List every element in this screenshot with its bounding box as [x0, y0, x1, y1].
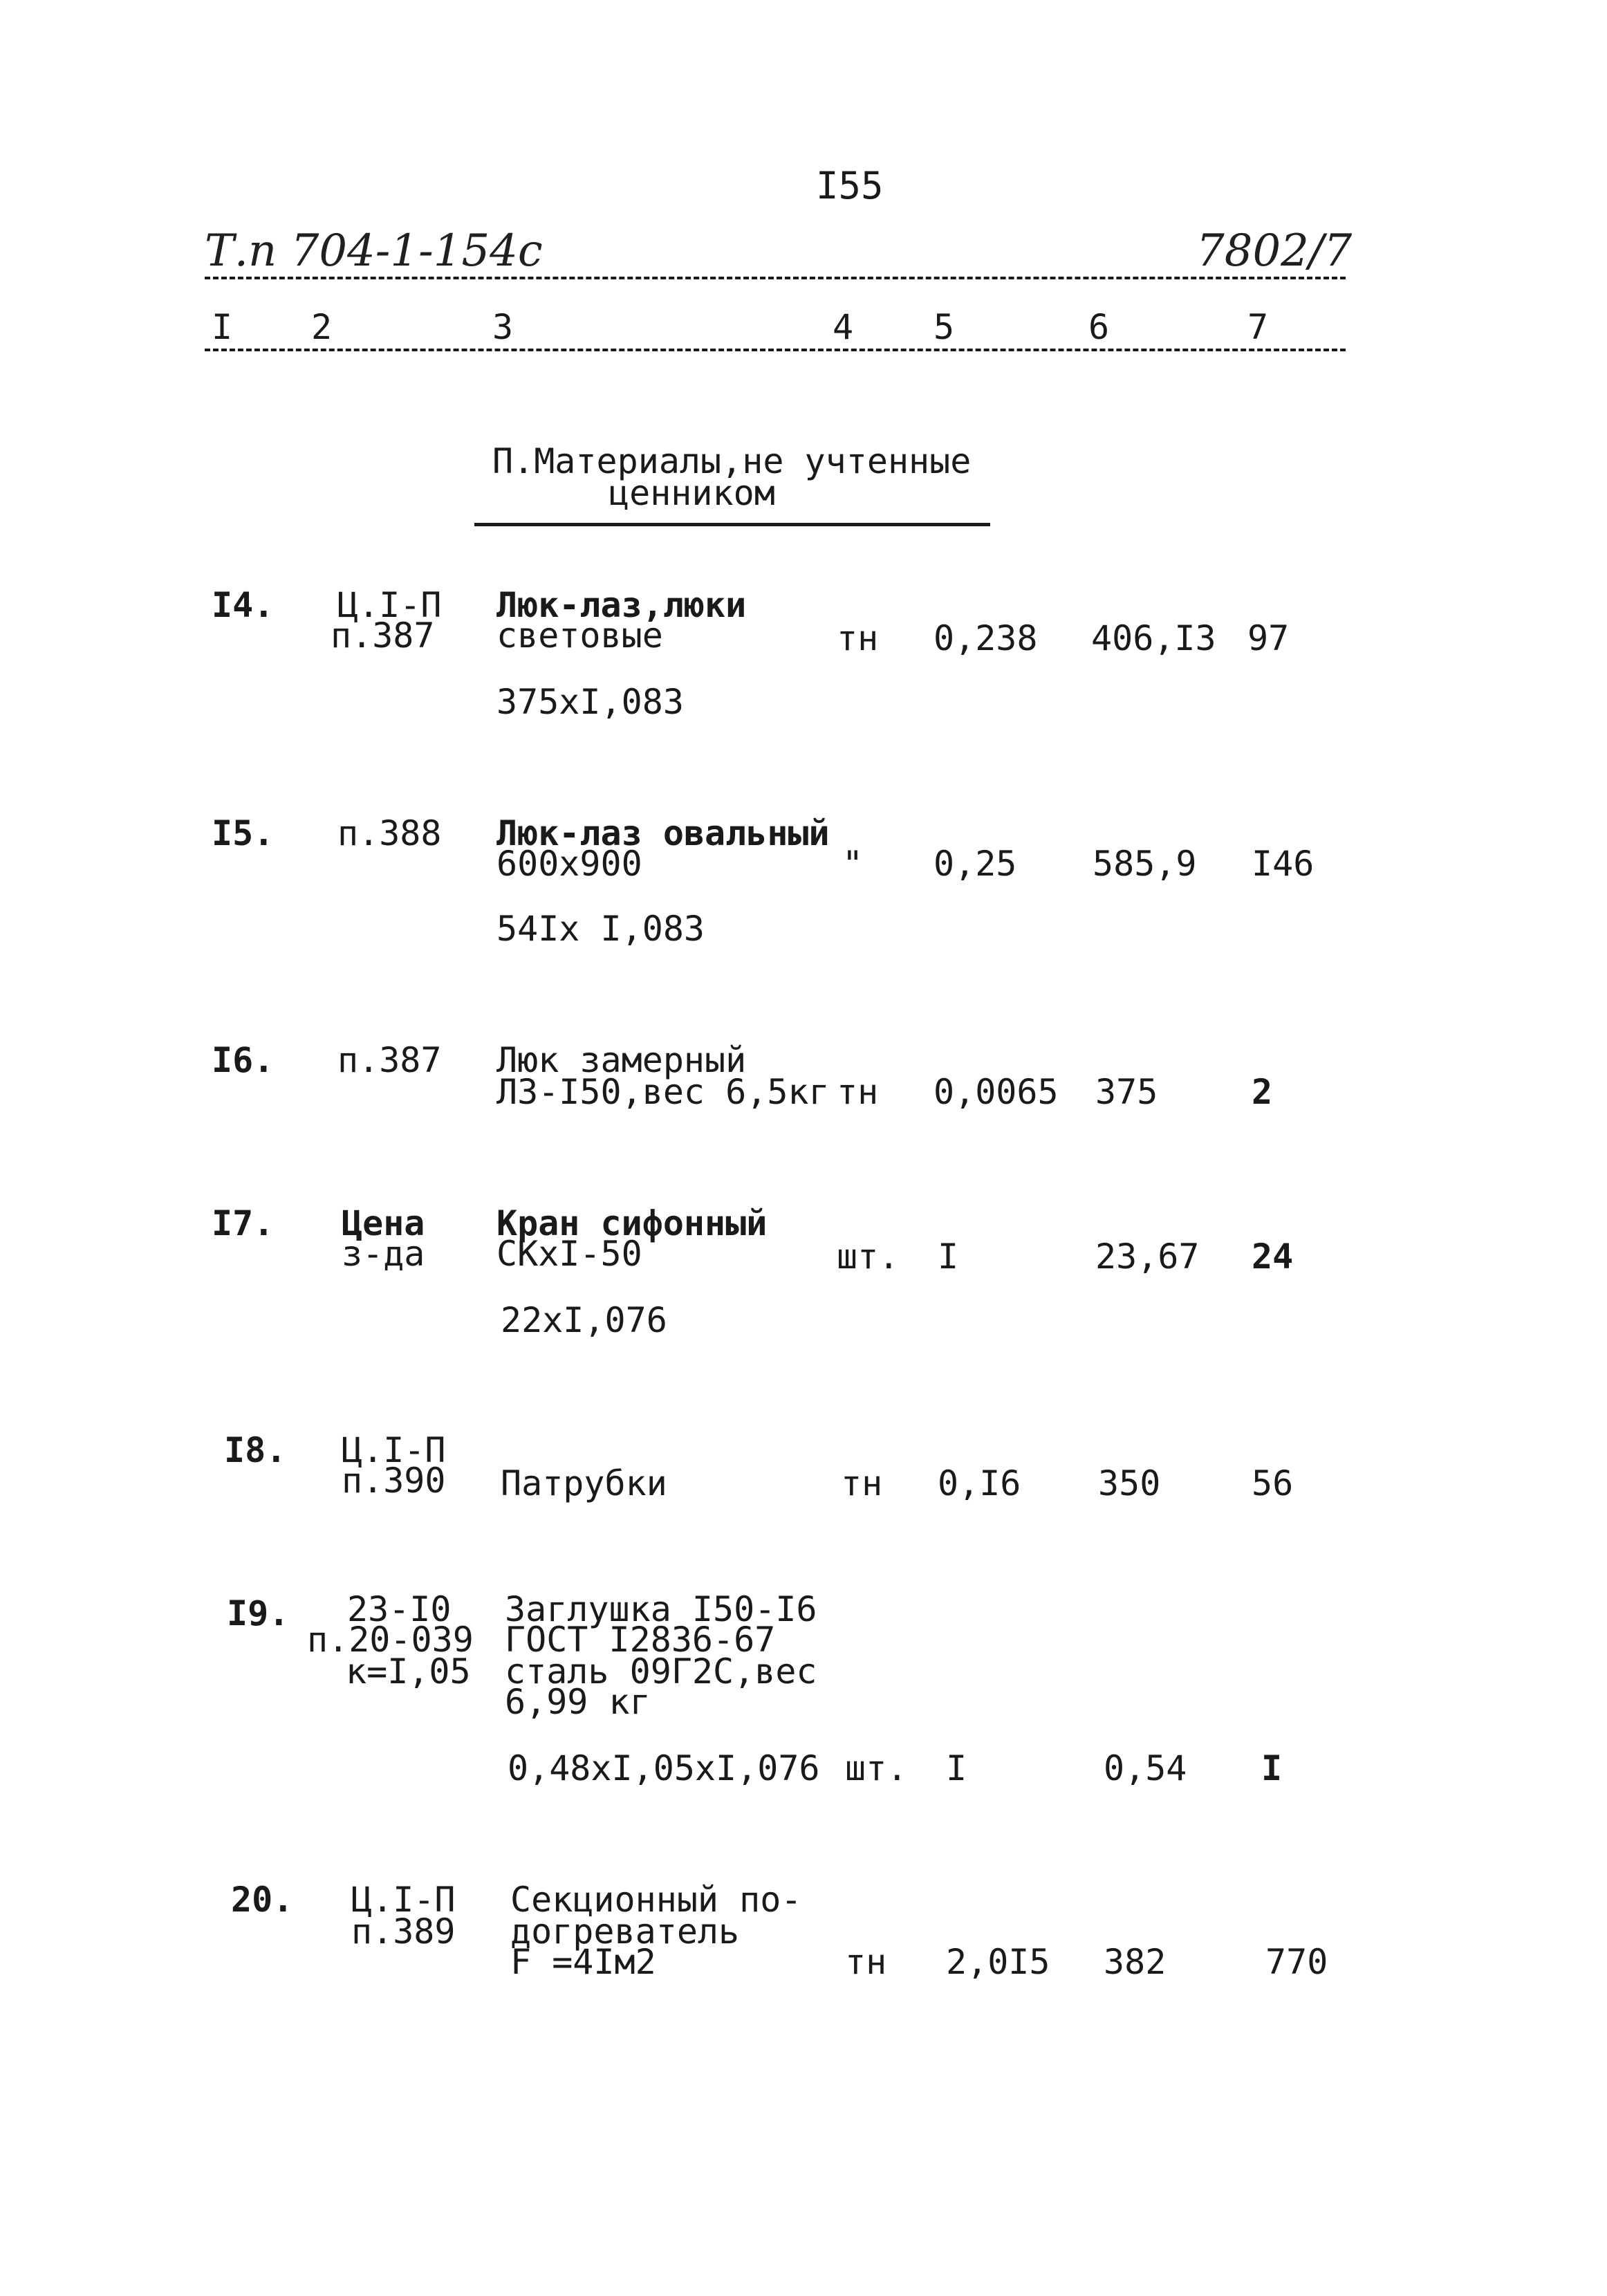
- row-quantity: I: [946, 1748, 967, 1788]
- row-price: 0,54: [1104, 1748, 1187, 1788]
- row-reference: п.387: [337, 1040, 442, 1080]
- row-number: 20.: [231, 1880, 294, 1920]
- row-price: 23,67: [1095, 1237, 1200, 1277]
- row-quantity: 0,238: [933, 618, 1038, 658]
- document-code: Т.п 704-1-154с: [205, 225, 543, 277]
- row-name: Заглушка I50-I6: [505, 1589, 817, 1629]
- row-reference: п.390: [342, 1461, 446, 1501]
- column-number-4: 4: [833, 307, 854, 347]
- row-number: I5.: [212, 813, 275, 853]
- row-name: 600х900: [496, 844, 642, 884]
- row-reference: п.389: [351, 1911, 456, 1952]
- row-name: F =4Iм2: [510, 1942, 656, 1982]
- section-title-line1: П.Материалы,не учтенные: [492, 441, 972, 481]
- row-total: 97: [1247, 618, 1290, 658]
- row-name: Кран сифонный: [496, 1203, 768, 1243]
- row-price: 382: [1104, 1942, 1167, 1982]
- column-number-5: 5: [933, 307, 955, 347]
- row-total: I46: [1252, 844, 1315, 884]
- row-total: I: [1261, 1748, 1283, 1788]
- row-name: сталь 09Г2С,вес: [505, 1651, 817, 1692]
- row-unit: шт.: [837, 1237, 900, 1277]
- row-reference: Ц.I-П: [342, 1430, 446, 1470]
- column-number-6: 6: [1088, 307, 1110, 347]
- page-number: I55: [816, 164, 884, 207]
- row-total: 770: [1265, 1942, 1328, 1982]
- row-reference: п.387: [331, 615, 435, 656]
- section-title-underline: [474, 523, 990, 526]
- row-reference: Ц.I-П: [337, 585, 442, 625]
- row-unit: тн: [845, 1942, 887, 1982]
- column-number-7: 7: [1247, 307, 1269, 347]
- column-number-3: 3: [492, 307, 514, 347]
- row-name: догреватель: [510, 1911, 740, 1952]
- row-number: I6.: [212, 1040, 275, 1080]
- header-dashed-line: [205, 277, 1346, 279]
- row-calculation: 54Iх I,083: [496, 909, 705, 949]
- row-unit: шт.: [845, 1748, 908, 1788]
- row-price: 585,9: [1093, 844, 1197, 884]
- row-number: I9.: [227, 1593, 290, 1633]
- row-price: 350: [1098, 1463, 1161, 1503]
- row-unit: тн: [837, 1072, 879, 1112]
- row-calculation: 375хI,083: [496, 682, 684, 722]
- row-name: 6,99 кг: [505, 1682, 651, 1722]
- row-price: 406,I3: [1091, 618, 1216, 658]
- row-name: ГОСТ I2836-67: [505, 1620, 776, 1660]
- row-total: 2: [1252, 1072, 1273, 1112]
- row-reference: з-да: [342, 1234, 425, 1274]
- row-reference: п.388: [337, 813, 442, 853]
- row-reference: Ц.I-П: [351, 1880, 456, 1920]
- row-name: Люк замерный: [496, 1040, 747, 1080]
- section-title-line2: ценником: [609, 473, 775, 513]
- row-total: 56: [1252, 1463, 1294, 1503]
- row-quantity: I: [938, 1237, 959, 1277]
- document-number: 7802/7: [1196, 225, 1353, 277]
- row-price: 375: [1095, 1072, 1158, 1112]
- row-quantity: 0,I6: [938, 1463, 1021, 1503]
- row-name: световые: [496, 615, 663, 656]
- row-name: Секционный по-: [510, 1880, 802, 1920]
- row-name: Люк-лаз овальный: [496, 813, 830, 853]
- row-number: I8.: [224, 1430, 287, 1470]
- row-number: I4.: [212, 585, 275, 625]
- row-quantity: 0,25: [933, 844, 1017, 884]
- row-quantity: 2,0I5: [946, 1942, 1050, 1982]
- row-unit: тн: [837, 618, 879, 658]
- row-name: Патрубки: [501, 1463, 667, 1503]
- row-reference: п.20-039: [307, 1620, 474, 1660]
- row-calculation: 22хI,076: [501, 1300, 667, 1340]
- row-name: СКхI-50: [496, 1234, 642, 1274]
- row-quantity: 0,0065: [933, 1072, 1059, 1112]
- row-number: I7.: [212, 1203, 275, 1243]
- column-number-1: I: [212, 307, 233, 347]
- row-name: ЛЗ-I50,вес 6,5кг: [496, 1072, 830, 1112]
- column-dashed-line: [205, 349, 1346, 351]
- column-number-2: 2: [311, 307, 333, 347]
- row-unit: ": [842, 844, 864, 884]
- row-reference: Цена: [342, 1203, 425, 1243]
- row-reference: 23-I0: [347, 1589, 452, 1629]
- row-reference: к=I,05: [346, 1651, 471, 1692]
- row-calculation: 0,48хI,05хI,076: [508, 1748, 820, 1788]
- row-unit: тн: [841, 1463, 883, 1503]
- row-name: Люк-лаз,люки: [496, 585, 747, 625]
- row-total: 24: [1252, 1237, 1294, 1277]
